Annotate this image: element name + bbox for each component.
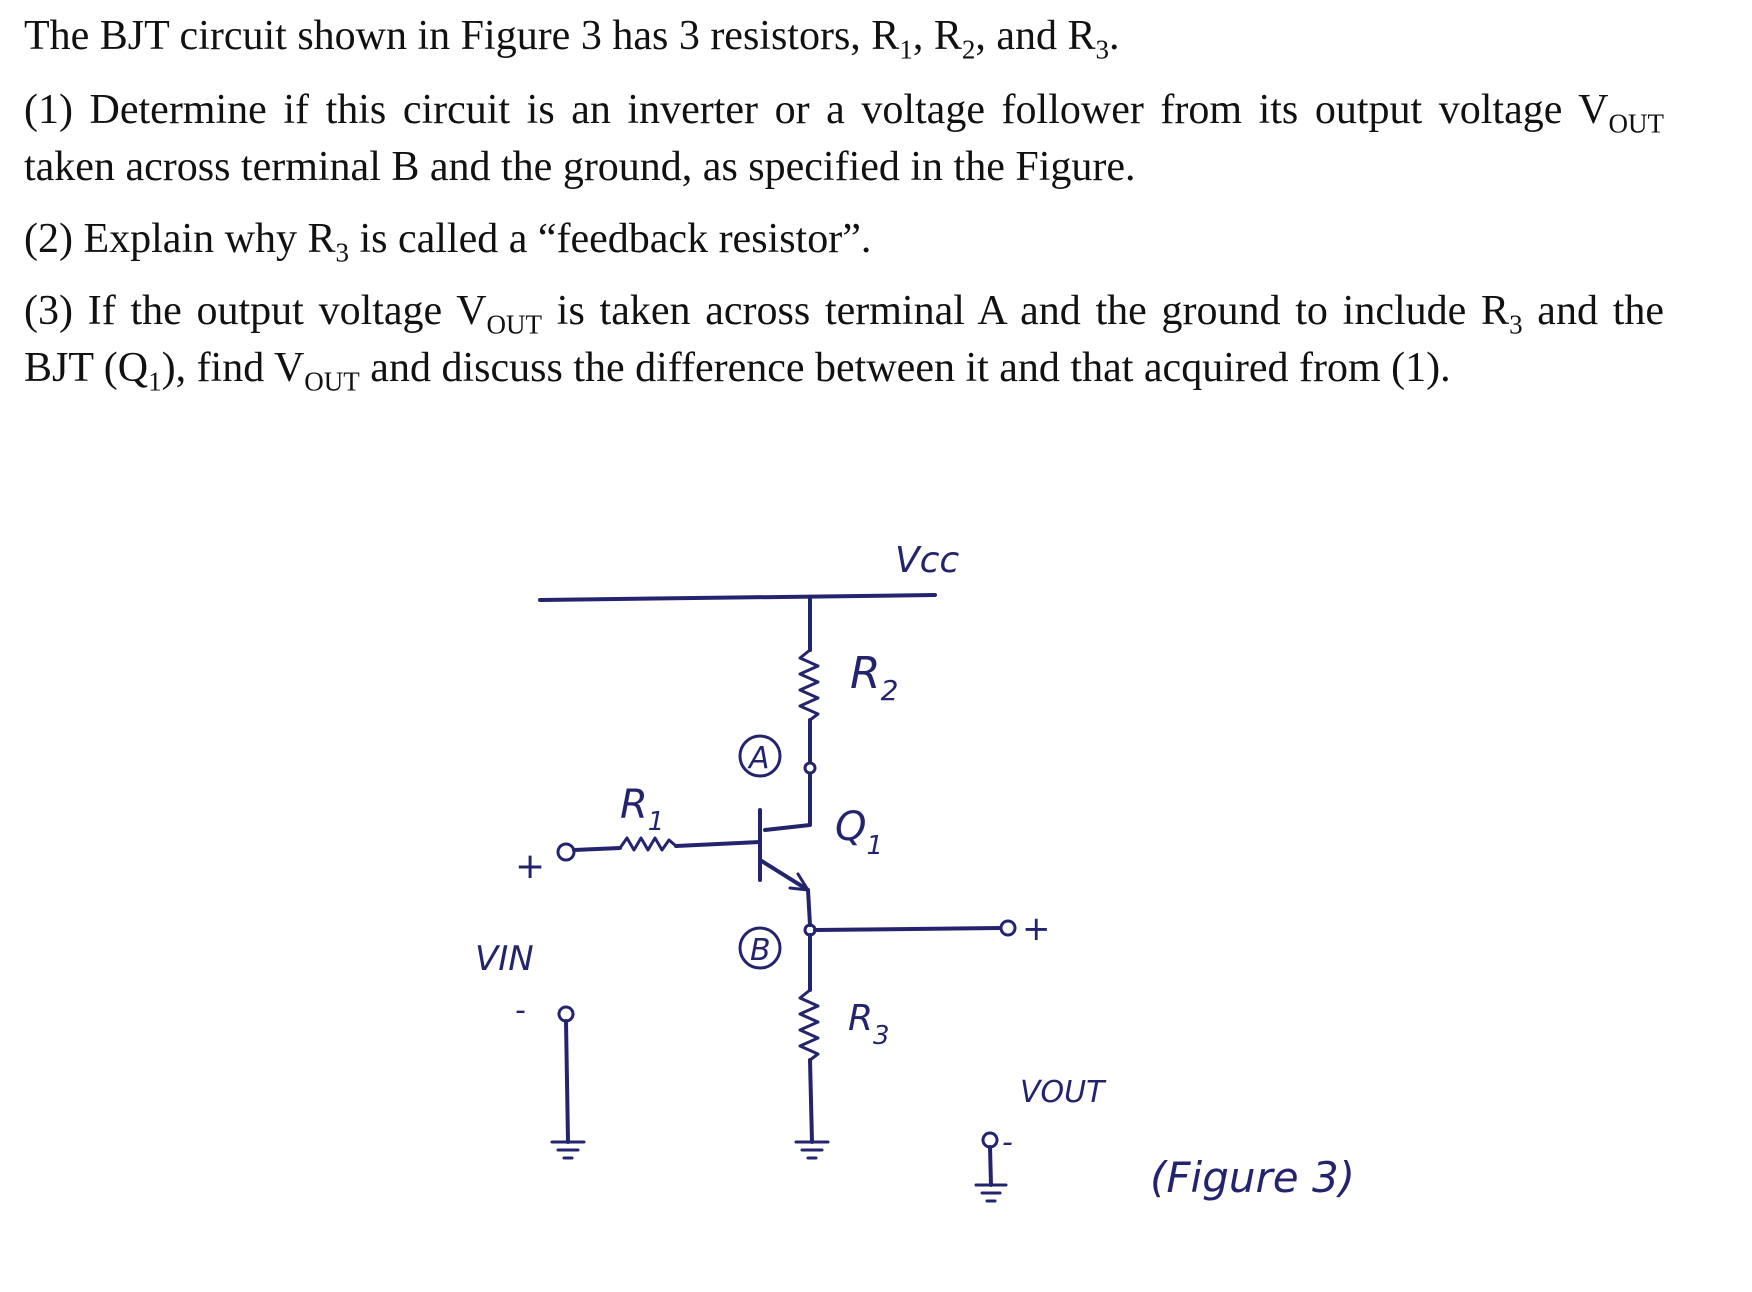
- r2-resistor: [800, 650, 818, 720]
- vout-minus-terminal: [983, 1133, 997, 1147]
- r1-resistor: [620, 838, 676, 850]
- q3-text-3: and the BJT (Q: [24, 288, 1665, 391]
- q3-text-4: ), find V: [161, 345, 305, 391]
- ground-vout: [976, 1185, 1006, 1201]
- vin-plus-label: +: [515, 846, 546, 887]
- vin-minus-terminal: [559, 1007, 573, 1021]
- q2-text: (2) Explain why R: [24, 216, 336, 262]
- circuit-diagram: [0, 530, 1752, 1292]
- vout-ground-wire: [990, 1147, 991, 1185]
- intro-sub-1: 1: [899, 34, 913, 65]
- output-wire: [815, 928, 1000, 930]
- r1-label: $R_1$: [620, 782, 665, 837]
- bjt-emitter: [760, 860, 808, 890]
- q3-sub-2: 3: [1509, 309, 1523, 340]
- circuit-figure: [0, 530, 1752, 1292]
- q1-text-end: taken across terminal B and the ground, as specified in the Figure.: [24, 144, 1136, 190]
- vcc-rail: [540, 595, 935, 600]
- r1-to-base-wire: [676, 842, 760, 846]
- r3-label: $R_3$: [848, 998, 890, 1051]
- vout-plus-label: +: [1022, 909, 1051, 949]
- terminal-a-label: A: [749, 741, 770, 776]
- intro-paragraph: [24, 8, 1664, 65]
- ground-r3: [796, 1142, 828, 1158]
- intro-sub-3: 3: [1095, 34, 1109, 65]
- intro-text-3: , and R: [975, 13, 1096, 59]
- emitter-to-b-wire: [808, 890, 810, 925]
- figure-caption: (Figure 3): [1150, 1153, 1356, 1202]
- collector-wire: [765, 774, 810, 830]
- q2-text-end: is called a “feedback resistor”.: [348, 216, 872, 262]
- question-1: [24, 82, 1664, 196]
- q3-sub-3: 1: [148, 366, 162, 397]
- q3-text: (3) If the output voltage V: [24, 288, 487, 334]
- r2-label: $R_2$: [850, 648, 899, 707]
- intro-text-end: .: [1109, 13, 1120, 59]
- q1-text: (1) Determine if this circuit is an inverter or a voltage follower from its output voltage V: [24, 87, 1609, 133]
- intro-sub-2: 2: [961, 34, 976, 65]
- q3-text-end: and discuss the difference between it and that acquired from (1).: [359, 345, 1451, 391]
- q1-label: $Q_1$: [835, 804, 884, 861]
- vin-ground-wire: [566, 1021, 568, 1142]
- r3-to-ground-wire: [810, 1060, 812, 1142]
- r3-resistor: [800, 990, 818, 1060]
- vin-label: VIN: [475, 939, 534, 979]
- q2-sub: 3: [335, 237, 349, 268]
- question-2: [24, 211, 1664, 268]
- ground-vin: [552, 1142, 584, 1158]
- vin-minus-label: -: [515, 993, 526, 1028]
- problem-text: [24, 0, 1664, 397]
- vout-plus-terminal: [1001, 921, 1015, 935]
- terminal-b-label: B: [750, 933, 771, 968]
- question-3: [24, 283, 1664, 397]
- q3-sub-1: OUT: [486, 309, 543, 340]
- q3-sub-4: OUT: [304, 366, 360, 397]
- vin-wire: [574, 848, 620, 850]
- intro-text: The BJT circuit shown in Figure 3 has 3 resistors, R: [24, 13, 900, 59]
- q1-sub: OUT: [1608, 108, 1664, 139]
- vcc-label: Vcc: [895, 540, 960, 581]
- vout-label: VOUT: [1020, 1075, 1105, 1110]
- intro-text-2: , R: [912, 13, 962, 59]
- q3-text-2: is taken across terminal A and the ground to include R: [542, 288, 1510, 334]
- vin-plus-terminal: [558, 844, 574, 860]
- terminal-a-node: [805, 763, 815, 773]
- vout-minus-label: -: [1002, 1125, 1013, 1160]
